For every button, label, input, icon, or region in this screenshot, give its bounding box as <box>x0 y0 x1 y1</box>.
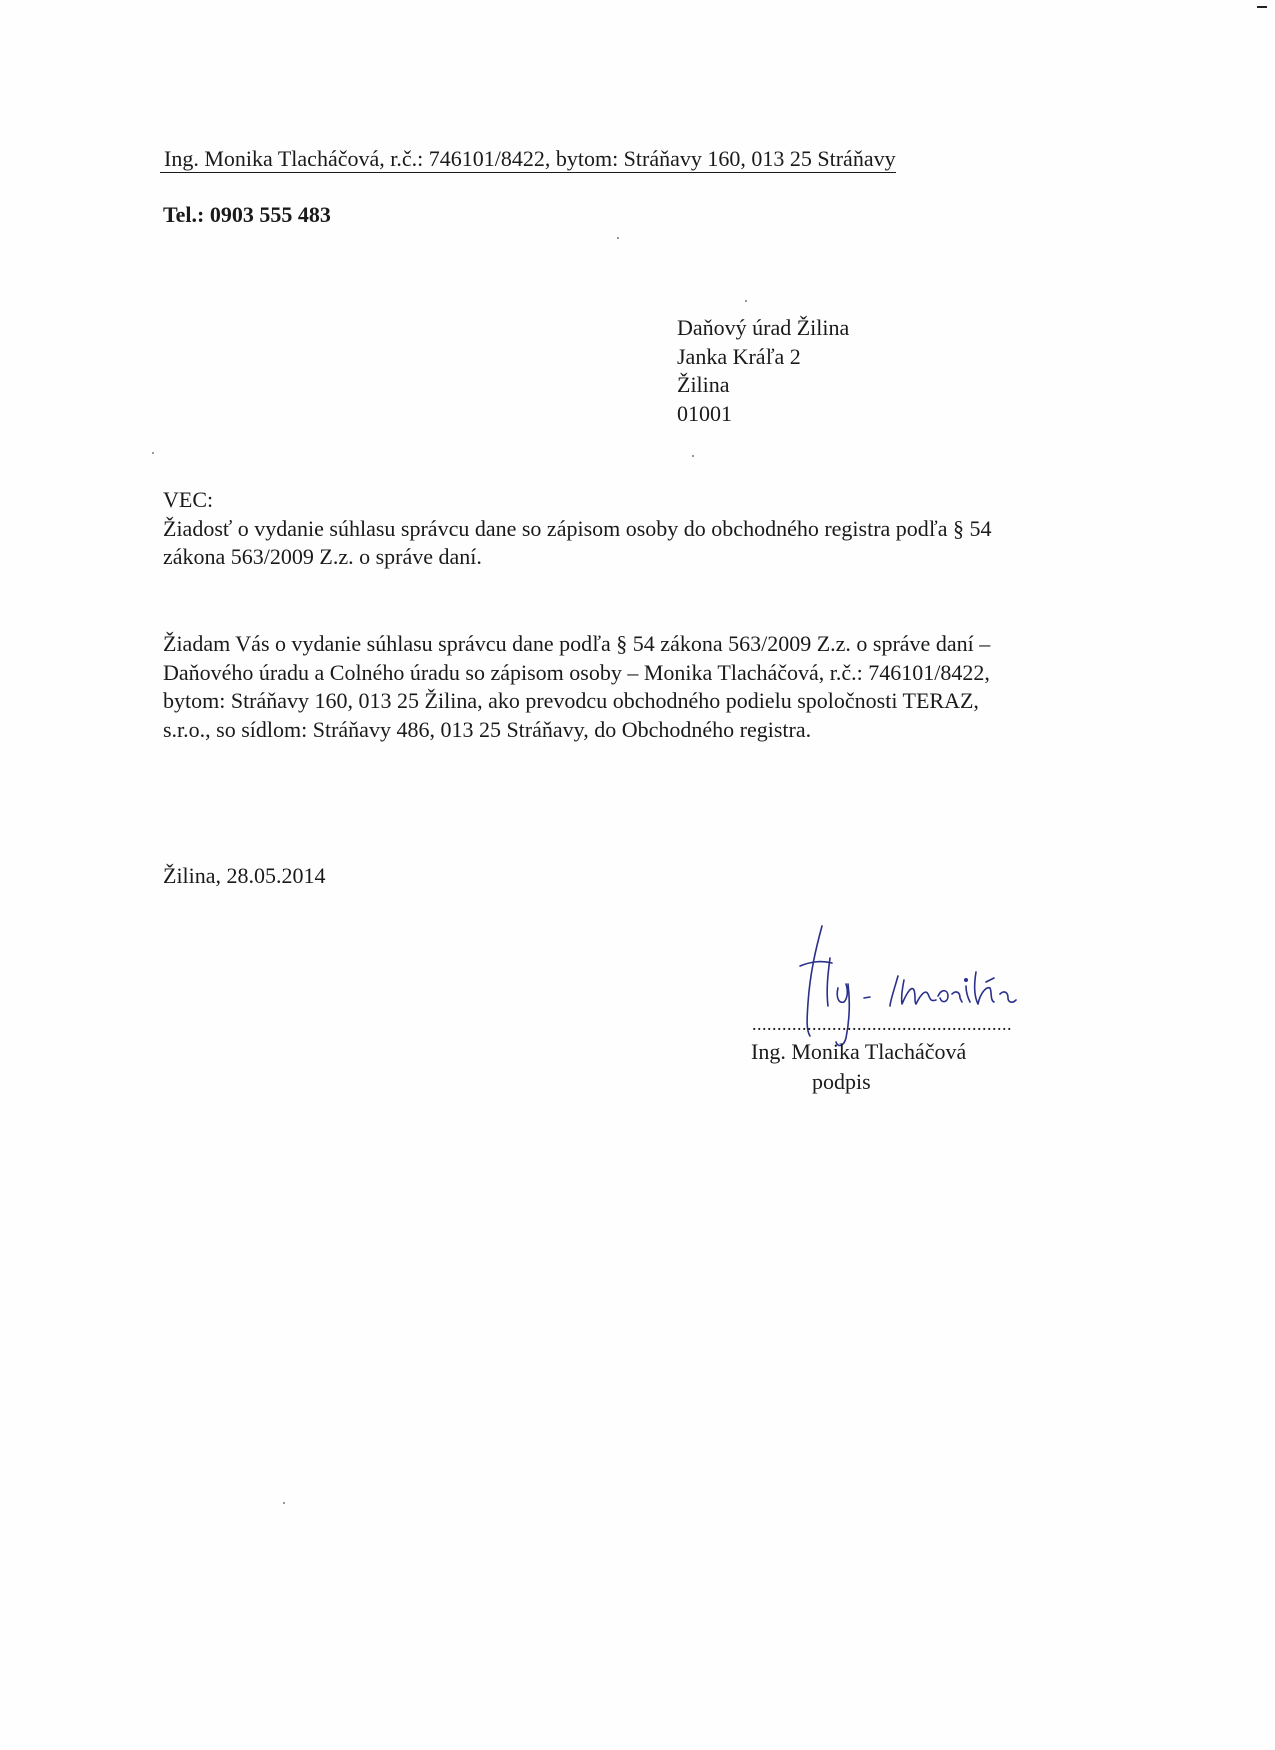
recipient-line: 01001 <box>677 400 732 426</box>
subject-line: zákona 563/2009 Z.z. o správe daní. <box>163 544 482 569</box>
subject-line: Žiadosť o vydanie súhlasu správcu dane so zápisom osoby do obchodného registra podľa § 54 <box>163 515 992 541</box>
body-line: Daňového úradu a Colného úradu so zápisom osoby – Monika Tlacháčová, r.č.: 746101/8422, <box>163 659 990 685</box>
recipient-address <box>677 313 849 427</box>
scan-speck <box>745 300 747 302</box>
body-line: s.r.o., so sídlom: Stráňavy 486, 013 25 Stráňavy, do Obchodného registra. <box>163 716 812 742</box>
subject-block <box>163 485 992 571</box>
body-paragraph <box>163 629 990 743</box>
scan-speck <box>283 1502 285 1504</box>
scan-speck <box>692 455 694 457</box>
sender-line: Ing. Monika Tlacháčová, r.č.: 746101/8422, bytom: Stráňavy 160, 013 25 Stráňavy <box>160 146 896 173</box>
body-line: bytom: Stráňavy 160, 013 25 Žilina, ako prevodcu obchodného podielu spoločnosti TERAZ, <box>163 688 979 713</box>
scan-speck <box>617 237 619 239</box>
signature-line: .................................................... <box>752 1014 1012 1034</box>
signature-label: podpis <box>812 1069 871 1094</box>
body-line: Žiadam Vás o vydanie súhlasu správcu dane podľa § 54 zákona 563/2009 Z.z. o správe daní – <box>163 631 991 656</box>
subject-heading: VEC: <box>163 487 214 512</box>
scan-mark <box>1257 6 1267 8</box>
signer-name: Ing. Monika Tlacháčová <box>751 1039 967 1064</box>
sender-phone: Tel.: 0903 555 483 <box>163 202 331 227</box>
place-date: Žilina, 28.05.2014 <box>163 863 326 888</box>
recipient-line: Žilina <box>677 372 730 397</box>
scan-speck <box>152 452 154 454</box>
recipient-line: Janka Kráľa 2 <box>677 343 801 369</box>
recipient-line: Daňový úrad Žilina <box>677 315 850 340</box>
